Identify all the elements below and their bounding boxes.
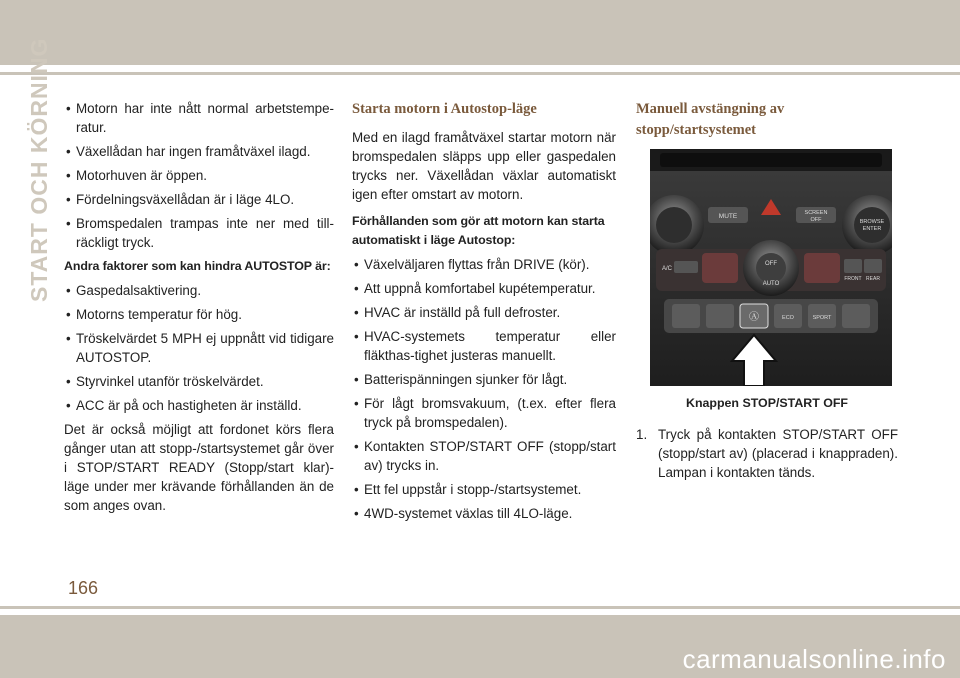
- switch-button: [706, 304, 734, 328]
- rear-label: REAR: [866, 276, 880, 282]
- stop-start-button-photo: [650, 149, 892, 386]
- switch-button: [842, 304, 870, 328]
- list-item: • Ett fel uppstår i stopp-/startsystemet.: [354, 482, 582, 497]
- console-illustration: [650, 149, 892, 386]
- eco-label: ECO: [782, 315, 794, 321]
- auto-label: AUTO: [762, 281, 780, 287]
- step-text: Tryck på kontakten STOP/START OFF (stopp/start av) (placerad i knappraden). Lampan i kontakten tänds.: [658, 427, 898, 480]
- rear-defrost-button: [864, 259, 882, 273]
- screen-off-label-1: SCREEN: [804, 210, 828, 216]
- temp-down-button: [702, 253, 738, 283]
- column-2: [352, 99, 616, 528]
- step-number: 1.: [636, 427, 648, 442]
- front-label: FRONT: [844, 276, 862, 282]
- list-item: • Kontakten STOP/START OFF (stopp/start av) trycks in.: [354, 439, 616, 473]
- browse-label-1: BROWSE: [859, 219, 885, 225]
- temp-up-button: [804, 253, 840, 283]
- list-item: • Motorns temperatur för hög.: [66, 307, 242, 322]
- browse-label-2: ENTER: [862, 226, 882, 232]
- subheading: Andra faktorer som kan hindra AUTOSTOP är:: [64, 259, 331, 273]
- list-item: • För lågt bromsvakuum, (t.ex. efter flera tryck på bromspedalen).: [354, 396, 616, 430]
- list-item: • Växelväljaren flyttas från DRIVE (kör).: [354, 257, 590, 272]
- section-side-tab-label: START OCH KÖRNING: [26, 37, 52, 302]
- screen-off-label-2: OFF: [810, 217, 822, 223]
- page-number: 166: [68, 578, 99, 598]
- list-item: • Gaspedalsaktivering.: [66, 283, 202, 298]
- switch-button: [672, 304, 700, 328]
- list-item: • 4WD-systemet växlas till 4LO-läge.: [354, 506, 573, 521]
- list-item: • Styrvinkel utanför tröskelvärdet.: [66, 374, 264, 389]
- list-item: • Batterispänningen sjunker för lågt.: [354, 372, 568, 387]
- body-paragraph: Med en ilagd framåtväxel startar motorn när bromspedalen släpps upp eller gaspedalen trycks ner. Växellådan växlar automatiskt igen efter omstart av motorn.: [352, 130, 616, 202]
- list-item: • Bromspedalen trampas inte ner med till-räckligt tryck.: [66, 216, 334, 250]
- section-side-tab: [26, 37, 56, 302]
- list-item: • ACC är på och hastigheten är inställd.: [66, 398, 302, 413]
- front-defrost-button: [844, 259, 862, 273]
- list-item: • Tröskelvärdet 5 MPH ej uppnått vid tidigare AUTOSTOP.: [66, 331, 334, 365]
- list-item: • HVAC är inställd på full defroster.: [354, 305, 561, 320]
- list-item: • Motorhuven är öppen.: [66, 168, 208, 183]
- mute-label: MUTE: [718, 213, 738, 220]
- numbered-step: [636, 425, 898, 482]
- top-rule: [0, 72, 960, 75]
- sport-label: SPORT: [812, 315, 832, 321]
- list-item: • Motorn har inte nått normal arbetstempe-ratur.: [66, 101, 334, 135]
- ac-label: A/C: [662, 266, 673, 272]
- svg-text:Ⓐ: Ⓐ: [749, 312, 759, 323]
- top-banner: [0, 0, 960, 65]
- list-item: • Fördelningsväxellådan är i läge 4LO.: [66, 192, 295, 207]
- list-item: • HVAC-systemets temperatur eller fläkthas-tighet justeras manuellt.: [354, 329, 616, 363]
- list-item: • Växellådan har ingen framåtväxel ilagd.: [66, 144, 311, 159]
- figure-caption: Knappen STOP/START OFF: [686, 396, 848, 410]
- off-label: OFF: [765, 261, 777, 267]
- watermark: carmanualsonline.info: [682, 644, 946, 674]
- bottom-rule: [0, 606, 960, 609]
- section-heading: Manuell avstängning av stopp/startsystemet: [636, 101, 785, 138]
- column-1: [64, 99, 334, 523]
- list-item: • Att uppnå komfortabel kupétemperatur.: [354, 281, 596, 296]
- subheading: Förhållanden som gör att motorn kan starta automatiskt i läge Autostop:: [352, 214, 605, 247]
- column-3: [636, 99, 898, 482]
- body-paragraph: Det är också möjligt att fordonet körs flera gånger utan att stopp-/startsystemet går över i STOP/START READY (Stopp/start klar)-läge under mer krävande förhållanden än de som anges ovan.: [64, 422, 334, 513]
- section-heading: Starta motorn i Autostop-läge: [352, 101, 537, 117]
